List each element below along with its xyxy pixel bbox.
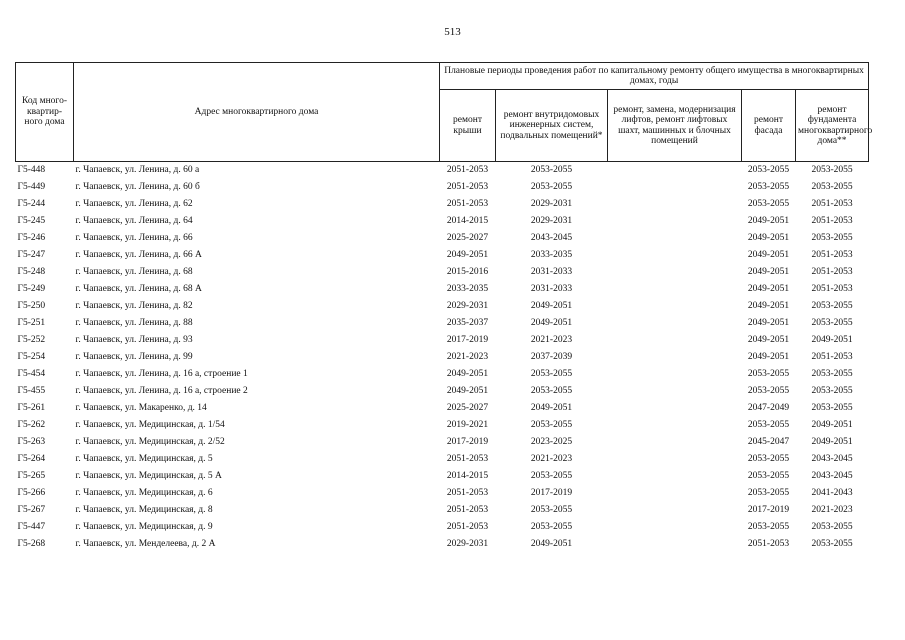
cell-systems: 2021-2023 — [530, 454, 573, 464]
cell-address: г. Чапаевск, ул. Ленина, д. 99 — [75, 352, 193, 362]
cell-roof: 2051-2053 — [446, 488, 489, 498]
cell-facade: 2049-2051 — [747, 216, 790, 226]
cell-address: г. Чапаевск, ул. Ленина, д. 93 — [75, 335, 193, 345]
cell-elevators — [608, 468, 742, 485]
cell-facade: 2049-2051 — [747, 318, 790, 328]
cell-code: Г5-252 — [17, 335, 46, 345]
table-row — [16, 213, 869, 230]
cell-code: Г5-245 — [17, 216, 46, 226]
cell-address: г. Чапаевск, ул. Медицинская, д. 9 — [75, 522, 213, 532]
cell-address: г. Чапаевск, ул. Ленина, д. 16 а, строение 2 — [75, 386, 248, 396]
cell-code: Г5-249 — [17, 284, 46, 294]
cell-foundation: 2049-2051 — [811, 335, 853, 345]
cell-roof: 2049-2051 — [446, 250, 489, 260]
cell-foundation: 2053-2055 — [811, 386, 853, 396]
cell-elevators — [608, 281, 742, 298]
cell-facade: 2053-2055 — [747, 522, 790, 532]
cell-roof: 2025-2027 — [446, 233, 489, 243]
cell-facade: 2045-2047 — [747, 437, 790, 447]
cell-elevators — [608, 502, 742, 519]
cell-address: г. Чапаевск, ул. Ленина, д. 64 — [75, 216, 193, 226]
cell-facade: 2051-2053 — [747, 539, 790, 549]
table-row — [16, 332, 869, 349]
cell-systems: 2049-2051 — [530, 301, 573, 311]
cell-foundation: 2043-2045 — [811, 454, 853, 464]
cell-facade: 2049-2051 — [747, 233, 790, 243]
cell-code: Г5-246 — [17, 233, 46, 243]
cell-facade: 2049-2051 — [747, 301, 790, 311]
header-elevators: ремонт, замена, модернизация лифтов, ремонт лифтовых шахт, машинных и блочных помещений — [608, 90, 742, 162]
cell-address: г. Чапаевск, ул. Ленина, д. 66 — [75, 233, 193, 243]
cell-facade: 2053-2055 — [747, 199, 790, 209]
cell-address: г. Чапаевск, ул. Ленина, д. 66 А — [75, 250, 202, 260]
cell-address: г. Чапаевск, ул. Ленина, д. 88 — [75, 318, 193, 328]
cell-roof: 2051-2053 — [446, 165, 489, 175]
cell-elevators — [608, 162, 742, 180]
cell-address: г. Чапаевск, ул. Медицинская, д. 1/54 — [75, 420, 225, 430]
cell-systems: 2053-2055 — [530, 386, 573, 396]
cell-code: Г5-267 — [17, 505, 46, 515]
cell-foundation: 2051-2053 — [811, 250, 853, 260]
cell-roof: 2035-2037 — [446, 318, 489, 328]
repair-schedule-table — [15, 62, 873, 553]
cell-elevators — [608, 400, 742, 417]
cell-code: Г5-264 — [17, 454, 46, 464]
cell-address: г. Чапаевск, ул. Макаренко, д. 14 — [75, 403, 207, 413]
cell-address: г. Чапаевск, ул. Медицинская, д. 8 — [75, 505, 213, 515]
cell-address: г. Чапаевск, ул. Ленина, д. 60 б — [75, 182, 200, 192]
cell-code: Г5-251 — [17, 318, 46, 328]
cell-roof: 2049-2051 — [446, 369, 489, 379]
cell-systems: 2023-2025 — [530, 437, 573, 447]
header-systems: ремонт внутридомовых инженерных систем, подвальных помещений* — [496, 90, 608, 162]
cell-systems: 2053-2055 — [530, 369, 573, 379]
table-row — [16, 349, 869, 366]
cell-foundation: 2053-2055 — [811, 522, 853, 532]
header-group: Плановые периоды проведения работ по капитальному ремонту общего имущества в многоквартирных домах, годы — [440, 63, 869, 90]
cell-roof: 2051-2053 — [446, 454, 489, 464]
table-row — [16, 366, 869, 383]
cell-foundation: 2053-2055 — [811, 369, 853, 379]
cell-roof: 2017-2019 — [446, 335, 489, 345]
cell-foundation: 2053-2055 — [811, 539, 853, 549]
cell-address: г. Чапаевск, ул. Менделеева, д. 2 А — [75, 539, 216, 549]
table-row — [16, 247, 869, 264]
cell-elevators — [608, 196, 742, 213]
cell-systems: 2053-2055 — [530, 182, 573, 192]
cell-roof: 2051-2053 — [446, 199, 489, 209]
table-row — [16, 468, 869, 485]
header-facade: ремонт фасада — [742, 90, 796, 162]
cell-roof: 2051-2053 — [446, 505, 489, 515]
cell-systems: 2029-2031 — [530, 199, 573, 209]
table-row — [16, 196, 869, 213]
cell-systems: 2017-2019 — [530, 488, 573, 498]
cell-facade: 2047-2049 — [747, 403, 790, 413]
cell-facade: 2049-2051 — [747, 352, 790, 362]
table-row — [16, 179, 869, 196]
table-header — [16, 63, 873, 162]
cell-roof: 2033-2035 — [446, 284, 489, 294]
header-roof: ремонт крыши — [440, 90, 496, 162]
table-row — [16, 230, 869, 247]
table-row — [16, 400, 869, 417]
cell-roof: 2029-2031 — [446, 539, 489, 549]
table-row — [16, 315, 869, 332]
table-row — [16, 264, 869, 281]
cell-elevators — [608, 230, 742, 247]
cell-elevators — [608, 519, 742, 536]
cell-address: г. Чапаевск, ул. Медицинская, д. 6 — [75, 488, 213, 498]
cell-systems: 2053-2055 — [530, 420, 573, 430]
cell-facade: 2053-2055 — [747, 165, 790, 175]
cell-foundation: 2053-2055 — [811, 165, 853, 175]
table-row — [16, 519, 869, 536]
cell-elevators — [608, 485, 742, 502]
page-number: 513 — [444, 26, 461, 38]
cell-elevators — [608, 536, 742, 553]
cell-roof: 2029-2031 — [446, 301, 489, 311]
header-address: Адрес многоквартирного дома — [74, 63, 440, 162]
cell-facade: 2053-2055 — [747, 182, 790, 192]
cell-systems: 2037-2039 — [530, 352, 573, 362]
table-row — [16, 502, 869, 519]
cell-elevators — [608, 417, 742, 434]
cell-address: г. Чапаевск, ул. Медицинская, д. 5 — [75, 454, 213, 464]
cell-elevators — [608, 247, 742, 264]
cell-code: Г5-454 — [17, 369, 46, 379]
cell-code: Г5-261 — [17, 403, 46, 413]
cell-foundation: 2021-2023 — [811, 505, 853, 515]
cell-systems: 2049-2051 — [530, 539, 573, 549]
cell-systems: 2021-2023 — [530, 335, 573, 345]
cell-foundation: 2051-2053 — [811, 216, 853, 226]
cell-facade: 2017-2019 — [747, 505, 790, 515]
cell-foundation: 2051-2053 — [811, 284, 853, 294]
cell-address: г. Чапаевск, ул. Медицинская, д. 2/52 — [75, 437, 225, 447]
table-row — [16, 434, 869, 451]
cell-elevators — [608, 349, 742, 366]
cell-code: Г5-265 — [17, 471, 46, 481]
cell-facade: 2053-2055 — [747, 454, 790, 464]
cell-roof: 2015-2016 — [446, 267, 489, 277]
cell-code: Г5-250 — [17, 301, 46, 311]
table-row — [16, 536, 869, 553]
table-row — [16, 298, 869, 315]
cell-code: Г5-266 — [17, 488, 46, 498]
cell-address: г. Чапаевск, ул. Ленина, д. 16 а, строение 1 — [75, 369, 248, 379]
cell-code: Г5-448 — [17, 165, 46, 175]
cell-systems: 2049-2051 — [530, 318, 573, 328]
cell-address: г. Чапаевск, ул. Медицинская, д. 5 А — [75, 471, 222, 481]
cell-foundation: 2049-2051 — [811, 420, 853, 430]
header-foundation: ремонт фундамента многоквартирного дома** — [796, 90, 869, 162]
cell-elevators — [608, 383, 742, 400]
cell-foundation: 2053-2055 — [811, 403, 853, 413]
cell-elevators — [608, 315, 742, 332]
cell-foundation: 2051-2053 — [811, 352, 853, 362]
table-row — [16, 281, 869, 298]
cell-facade: 2053-2055 — [747, 420, 790, 430]
cell-elevators — [608, 434, 742, 451]
cell-code: Г5-247 — [17, 250, 46, 260]
cell-foundation: 2043-2045 — [811, 471, 853, 481]
cell-code: Г5-248 — [17, 267, 46, 277]
cell-systems: 2053-2055 — [530, 471, 573, 481]
cell-code: Г5-455 — [17, 386, 46, 396]
cell-foundation: 2053-2055 — [811, 301, 853, 311]
cell-code: Г5-268 — [17, 539, 46, 549]
cell-address: г. Чапаевск, ул. Ленина, д. 62 — [75, 199, 193, 209]
cell-systems: 2043-2045 — [530, 233, 573, 243]
cell-elevators — [608, 451, 742, 468]
cell-address: г. Чапаевск, ул. Ленина, д. 68 — [75, 267, 193, 277]
cell-facade: 2049-2051 — [747, 335, 790, 345]
cell-facade: 2053-2055 — [747, 471, 790, 481]
cell-code: Г5-449 — [17, 182, 46, 192]
cell-systems: 2029-2031 — [530, 216, 573, 226]
cell-foundation: 2051-2053 — [811, 199, 853, 209]
table-row — [16, 383, 869, 400]
cell-elevators — [608, 332, 742, 349]
table-row — [16, 417, 869, 434]
cell-systems: 2053-2055 — [530, 165, 573, 175]
cell-roof: 2014-2015 — [446, 216, 489, 226]
cell-code: Г5-447 — [17, 522, 46, 532]
cell-address: г. Чапаевск, ул. Ленина, д. 60 а — [75, 165, 200, 175]
cell-foundation: 2041-2043 — [811, 488, 853, 498]
cell-systems: 2033-2035 — [530, 250, 573, 260]
cell-systems: 2031-2033 — [530, 284, 573, 294]
table-body — [16, 162, 869, 554]
cell-foundation: 2049-2051 — [811, 437, 853, 447]
header-code: Код много-квартир-ного дома — [16, 63, 74, 162]
cell-roof: 2021-2023 — [446, 352, 489, 362]
cell-roof: 2025-2027 — [446, 403, 489, 413]
cell-systems: 2053-2055 — [530, 505, 573, 515]
table-row — [16, 485, 869, 502]
cell-address: г. Чапаевск, ул. Ленина, д. 68 А — [75, 284, 202, 294]
cell-roof: 2019-2021 — [446, 420, 489, 430]
cell-elevators — [608, 213, 742, 230]
cell-foundation: 2053-2055 — [811, 318, 853, 328]
cell-elevators — [608, 298, 742, 315]
cell-roof: 2014-2015 — [446, 471, 489, 481]
cell-foundation: 2051-2053 — [811, 267, 853, 277]
cell-facade: 2049-2051 — [747, 250, 790, 260]
cell-foundation: 2053-2055 — [811, 182, 853, 192]
cell-systems: 2031-2033 — [530, 267, 573, 277]
cell-systems: 2053-2055 — [530, 522, 573, 532]
cell-roof: 2017-2019 — [446, 437, 489, 447]
cell-roof: 2051-2053 — [446, 522, 489, 532]
cell-elevators — [608, 366, 742, 383]
cell-roof: 2049-2051 — [446, 386, 489, 396]
cell-foundation: 2053-2055 — [811, 233, 853, 243]
cell-facade: 2049-2051 — [747, 284, 790, 294]
cell-facade: 2049-2051 — [747, 267, 790, 277]
cell-facade: 2053-2055 — [747, 386, 790, 396]
cell-code: Г5-262 — [17, 420, 46, 430]
cell-systems: 2049-2051 — [530, 403, 573, 413]
cell-code: Г5-244 — [17, 199, 46, 209]
cell-facade: 2053-2055 — [747, 369, 790, 379]
cell-facade: 2053-2055 — [747, 488, 790, 498]
cell-code: Г5-263 — [17, 437, 46, 447]
cell-code: Г5-254 — [17, 352, 46, 362]
cell-elevators — [608, 264, 742, 281]
cell-address: г. Чапаевск, ул. Ленина, д. 82 — [75, 301, 193, 311]
cell-elevators — [608, 179, 742, 196]
table-row — [16, 451, 869, 468]
table-row — [16, 162, 869, 180]
cell-roof: 2051-2053 — [446, 182, 489, 192]
